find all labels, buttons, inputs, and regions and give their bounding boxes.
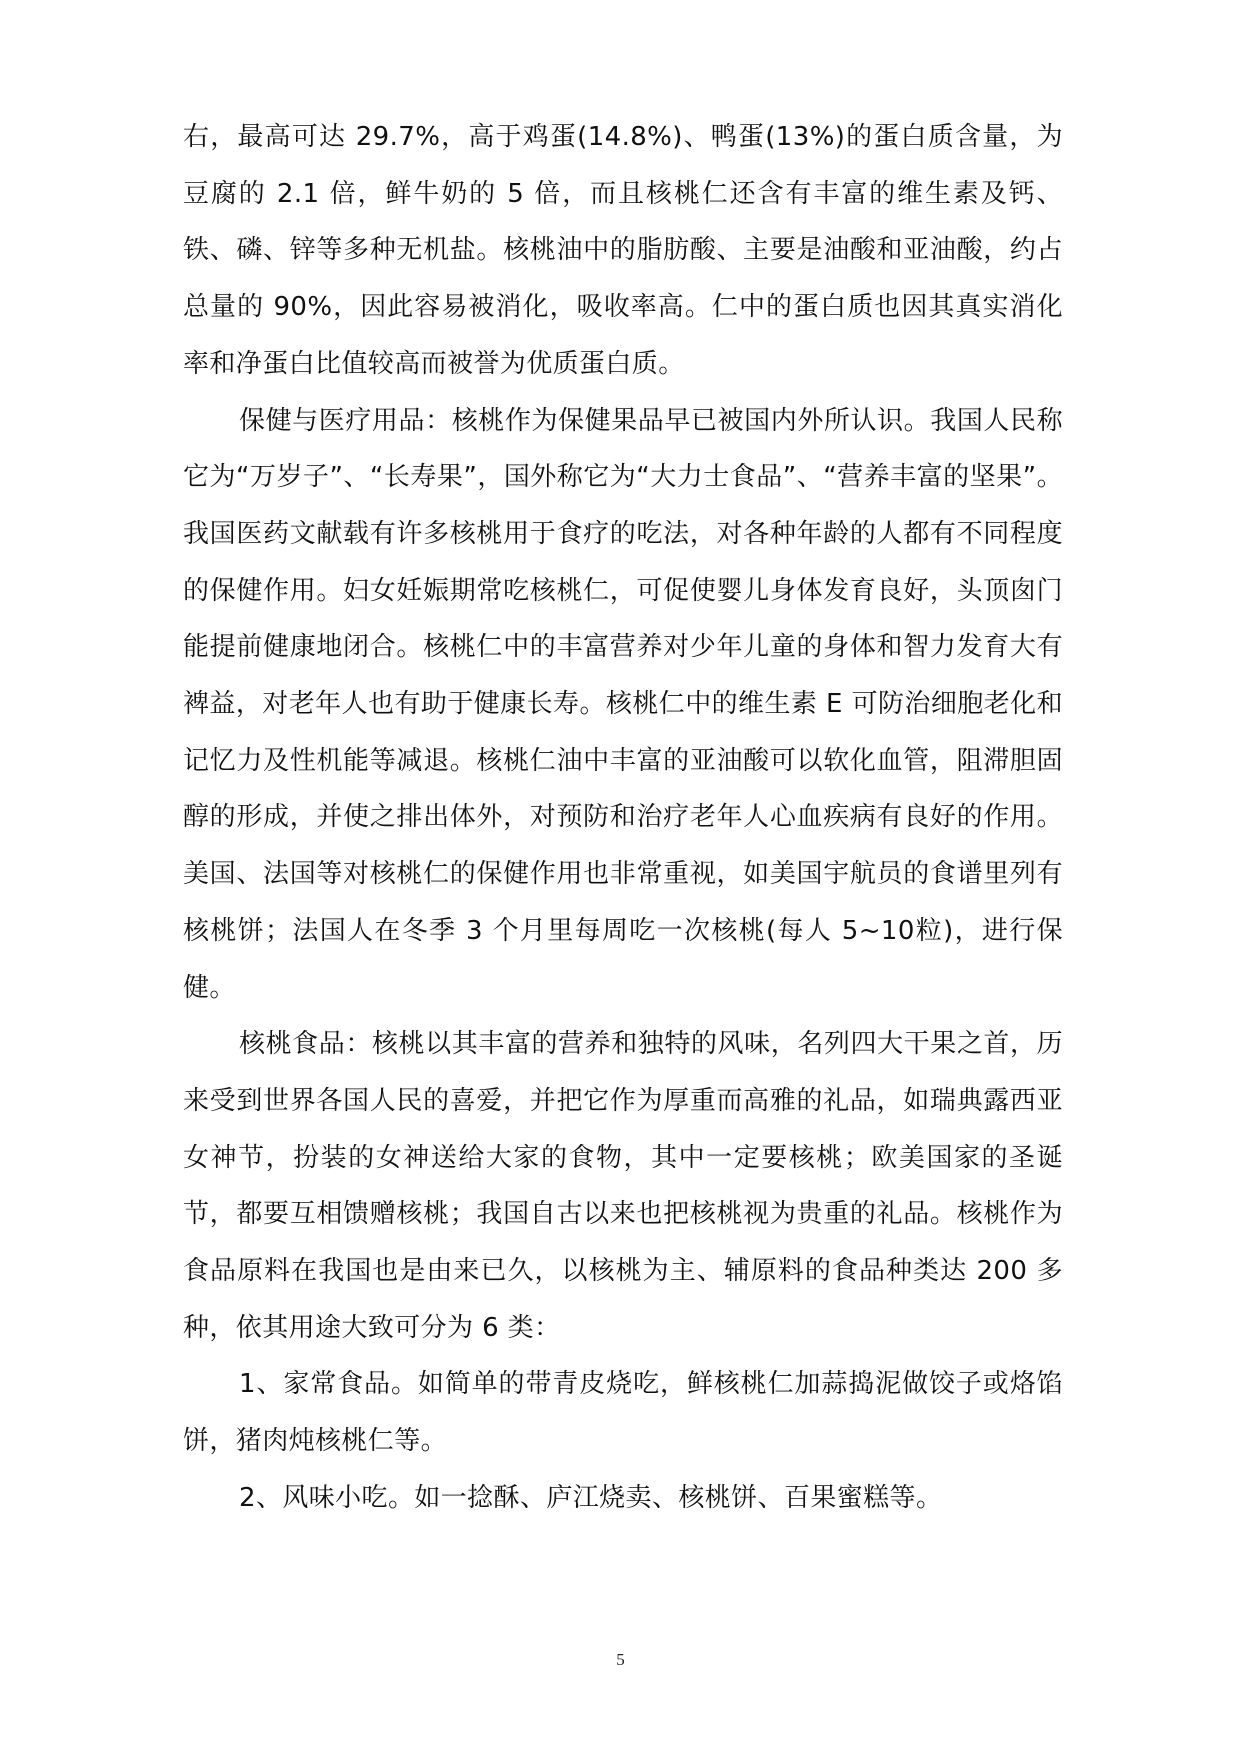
- list-item-snacks: 2、风味小吃。如一捻酥、庐江烧卖、核桃饼、百果蜜糕等。: [239, 1482, 943, 1513]
- paragraph-health-medical-use: 保健与医疗用品：核桃作为保健果品早已被国内外所认识。我国人民称它为“万岁子”、“长寿果”，国外称它为“大力士食品”、“营养丰富的坚果”。我国医药文献载有许多核桃用于食疗的吃法，对各种年龄的人都有不同程度的保健作用。妇女妊娠期常吃核桃仁，可促使婴儿身体发育良好，头顶囱门能提前健康地闭合。核桃仁中的丰富营养对少年儿童的身体和智力发育大有裨益，对老年人也有助于健康长寿。核桃仁中的维生素 E 可防治细胞老化和记忆力及性机能等减退。核桃仁油中丰富的亚油酸可以软化血管，阻滞胆固醇的形成，并使之排出体外，对预防和治疗老年人心血疾病有良好的作用。美国、法国等对核桃仁的保健作用也非常重视，如美国宇航员的食谱里列有核桃饼；法国人在冬季 3 个月里每周吃一次核桃(每人 5~10粒)，进行保健。: [183, 405, 1063, 1003]
- document-body: [183, 109, 1063, 1527]
- list-item-home-food: 1、家常食品。如简单的带青皮烧吃，鲜核桃仁加蒜捣泥做饺子或烙馅饼，猪肉炖核桃仁等。: [183, 1369, 1063, 1457]
- page-number: 5: [616, 1650, 625, 1669]
- paragraph-walnut-foods: 核桃食品：核桃以其丰富的营养和独特的风味，名列四大干果之首，历来受到世界各国人民的喜爱，并把它作为厚重而高雅的礼品，如瑞典露西亚女神节，扮装的女神送给大家的食物，其中一定要核桃；欧美国家的圣诞节，都要互相馈赠核桃；我国自古以来也把核桃视为贵重的礼品。核桃作为食品原料在我国也是由来已久，以核桃为主、辅原料的食品种类达 200 多种，依其用途大致可分为 6 类：: [183, 1029, 1063, 1343]
- paragraph-protein-content: 右，最高可达 29.7%，高于鸡蛋(14.8%)、鸭蛋(13%)的蛋白质含量，为豆腐的 2.1 倍，鲜牛奶的 5 倍，而且核桃仁还含有丰富的维生素及钙、铁、磷、锌等多种无机盐。核桃油中的脂肪酸、主要是油酸和亚油酸，约占总量的 90%，因此容易被消化，吸收率高。仁中的蛋白质也因其真实消化率和净蛋白比值较高而被誉为优质蛋白质。: [183, 122, 1063, 379]
